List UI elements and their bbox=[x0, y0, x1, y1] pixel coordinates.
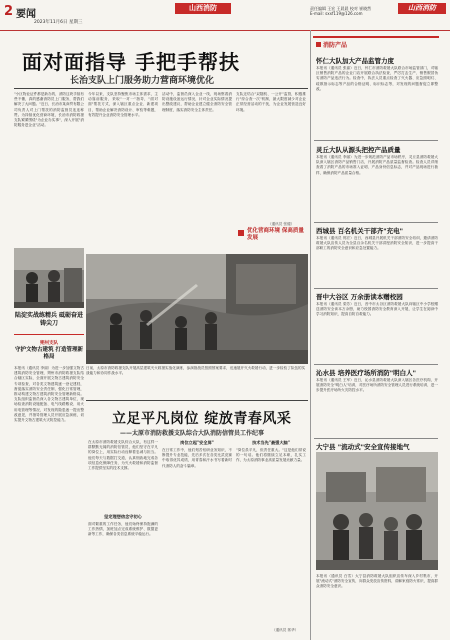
side-item-5-title: 沁水县 培养医疗场所消防"明白人" bbox=[316, 369, 417, 377]
divider bbox=[314, 222, 438, 223]
lead-column-2: 今年以来，支队坚持聚焦市场主体需求，主动靠前服务，采取"一对一"指导，"面对面"帮扶方式，深入辖区重点企业、新建项目，帮助企业解决消防设计、审验等难题，有效提升企业消防安全管理水平。 bbox=[88, 92, 158, 117]
feature-byline: （通讯员 郭华） bbox=[272, 628, 299, 632]
feature-subhead-1: 坚定理想信念守初心 bbox=[104, 514, 142, 519]
side-item-6-text: 本报讯（通讯员 白雪）大宁县消防救援大队组织宣传车深入乡村集市，开展"流动式"消防安全宣传，向群众发放宣传资料，讲解家庭防火常识，提高群众消防安全意识。 bbox=[316, 574, 438, 589]
divider bbox=[314, 438, 438, 439]
side-item-2-text: 本报讯（通讯员 李丽）为进一步规范消防产品市场秩序，灵丘县消防救援大队深入辖区消防产品销售门店，开展消防产品质量监督检查。检查人员详细查看了消防产品的市场准入证明、产品身份信息标志，并对产品现场进行抽样，确保消防产品质量合格。 bbox=[316, 155, 438, 175]
divider bbox=[314, 364, 438, 365]
feature-column-2: 在日常工作中，他们刻苦钻研业务知识，不断提升专业技能，先后多次在各类比武竞赛中取得优异成绩，用青春和汗水书写着新时代消防人的奋斗篇章。 bbox=[162, 448, 232, 468]
masthead bbox=[0, 0, 450, 31]
editor-credits bbox=[310, 6, 394, 16]
side-item-5-text: 本报讯（通讯员 王军）近日，沁水县消防救援大队深入辖区各医疗机构，开展消防安全"明白人"培训，对医疗场所消防安全管理人员进行系统培训，进一步提升医疗场所火灾防控水平。 bbox=[316, 378, 438, 393]
main-photo-image bbox=[86, 254, 308, 364]
editor-line: 责任编辑 王宏 王晨晨 校对 崔晓然 bbox=[310, 6, 372, 11]
lead-headline: 面对面指导 手把手帮扶 bbox=[22, 50, 240, 74]
tag-label: 优化营商环境 保高质量发展 bbox=[247, 228, 304, 241]
lead-column-4: 支队还结合"双随机、一公开"监管，积极推行"综合查一次"机制，最大限度减少对企业正常经营活动的干扰，为企业发展营造良好环境。 bbox=[236, 92, 306, 112]
feature-headline: 立足平凡岗位 绽放青春风采 bbox=[112, 411, 292, 427]
divider bbox=[14, 88, 308, 89]
side-item-4-text: 本报讯（通讯员 梁芳）近日，晋中市太谷区消防救援大队向辖区中小学校赠送消防安全读本万余册，助力校园消防安全教育深入开展，让学生在阅读中学习消防知识，提高自防自救能力。 bbox=[316, 302, 438, 317]
sidebar-rule bbox=[313, 36, 439, 38]
side-item-4-title: 晋中大谷区 万余册读本赠校园 bbox=[316, 293, 403, 301]
side-item-1-text: 本报讯（通讯员 张嘉）近日，怀仁市消防救援大队联合市场监管部门，对辖区销售消防产品的企业门店开展联合执法检查，严厉打击生产、销售假冒伪劣消防产品违法行为。检查中，执法人员重点检查了灭火器、应急照明灯、疏散指示标志等产品的合格证明、标识标志等，对发现的问题督促立即整改。 bbox=[316, 66, 438, 91]
feature-subhead-2: 岗位立起"安全屏" bbox=[180, 440, 214, 445]
feature-column-1b: 面对繁重的工作任务，他们始终保持饱满的工作热情，加班加点完成系统维护、数据更新等工作，确保各类信息系统平稳运行。 bbox=[88, 522, 158, 537]
lead-column-1: "小区物业证件都是新办的，消防这块手续有些不懂，真的感谢消防员上门服务，帮我们解决了大问题。"近日，长治市某商贸有限公司负责人对上门帮扶的消防监督员连连称赞。为持续优化营商环境，长治市消防救援支队紧紧围绕"为企业办实事"，深入开展"消防服务进企业"活动。 bbox=[14, 92, 84, 128]
side-item-6-title: 大宁县 "流动式"安全宣传接地气 bbox=[316, 443, 410, 451]
left-photo-caption: 陆淀实战练精兵 砥砺奋进铸尖刀 bbox=[14, 312, 84, 327]
side-item-1-title: 怀仁大队加大产品监管力度 bbox=[316, 57, 394, 65]
lead-column-3: 活动中，监督员深入企业一线，现场察看消防设施设备运行情况，针对企业实际情况提出整改建议，帮助企业建立健全消防安全管理制度，落实消防安全主体责任。 bbox=[162, 92, 232, 112]
sidebar-box-title: 消防产品 bbox=[316, 40, 347, 49]
side-item-3-title: 西城县 百名机关干部齐"充电" bbox=[316, 227, 404, 235]
lead-byline: （通讯员 张健） bbox=[268, 222, 295, 226]
left-rule bbox=[14, 334, 84, 335]
feature-column-1: 在太原市消防救援支队综合大队，有这样一群默默无闻的消防信管员，他们坚守在平凡的岗位上，用实际行动诠释着忠诚与担当。他们每天与数据打交道，认真细致地完成各项信息化保障任务，为灭火救援和消防监督工作提供坚实的技术支撑。 bbox=[88, 440, 158, 471]
box-marker-icon bbox=[316, 42, 321, 47]
email-line: E-mail: sxxf119@126.com bbox=[310, 11, 363, 16]
masthead-logo: 山西消防 bbox=[175, 3, 231, 14]
tag-marker-icon bbox=[238, 230, 244, 236]
feature-subhead: ——太原市消防救援支队综合大队消防信管员工作纪事 bbox=[120, 430, 265, 437]
lead-subhead: 长治支队上门服务助力营商环境优化 bbox=[70, 76, 215, 86]
main-photo-caption: 日前，太原市消防救援支队开展高层建筑灭火救援实战化演练，参演指战员按照预案要求，迅速展开灭火救援行动，进一步检验了队伍的实战能力和协同作战水平。 bbox=[86, 366, 306, 375]
left-photo-image bbox=[14, 248, 84, 308]
feature-subhead-3: 技术当先"最强大脑" bbox=[252, 440, 290, 445]
side-photo bbox=[316, 452, 438, 570]
divider bbox=[86, 400, 308, 401]
masthead-logo-right: 山西消防 bbox=[398, 3, 446, 14]
divider bbox=[314, 140, 438, 141]
main-photo bbox=[86, 254, 308, 364]
page-number: 2 bbox=[4, 4, 14, 19]
column-rule bbox=[310, 30, 311, 640]
left-mini-head: 朔州支队 bbox=[40, 341, 58, 346]
topic-tag bbox=[238, 228, 308, 250]
left-photo bbox=[14, 248, 84, 308]
feature-column-3: "岗位虽平凡，但责任重大。"这是他们常说的一句话。他们将继续立足本职，扎实工作，为太原消防事业高质量发展贡献力量。 bbox=[236, 448, 306, 463]
side-item-3-text: 本报讯（通讯员 郭宏）近日，西城县开展机关干部消防安全培训，邀请消防救援大队宣传人员为全县百余名机关干部讲授消防安全知识，进一步提高干部职工的消防安全意识和应急处置能力。 bbox=[316, 236, 438, 251]
divider bbox=[314, 288, 438, 289]
side-photo-image bbox=[316, 452, 438, 570]
date-line: 2023年11月6日 星期三 bbox=[34, 20, 83, 25]
side-item-2-title: 灵丘大队从源头把控产品质量 bbox=[316, 146, 401, 154]
section-title: 要闻 bbox=[16, 9, 36, 20]
left-box-title: 守护文物古建筑 打造管理新格局 bbox=[15, 347, 83, 360]
left-box-text: 本报讯（通讯员 李丽）为进一步加强文物古建筑消防安全管理，朔州市消防救援支队结合辖区实际，全面开展文物古建筑消防安全专项检查，对各类文物建筑逐一登记建档，督促落实消防安全责任制，强化日常管理，推动构建文物古建筑消防安全管理新格局。支队组织监督员深入各文物古建筑单位，现场检查消防设施配备、电气线路敷设、用火用电管理等情况，对发现的隐患逐一提出整改意见，并指导管理人员开展应急演练，切实提升文物古建筑火灾防控能力。 bbox=[14, 366, 84, 423]
